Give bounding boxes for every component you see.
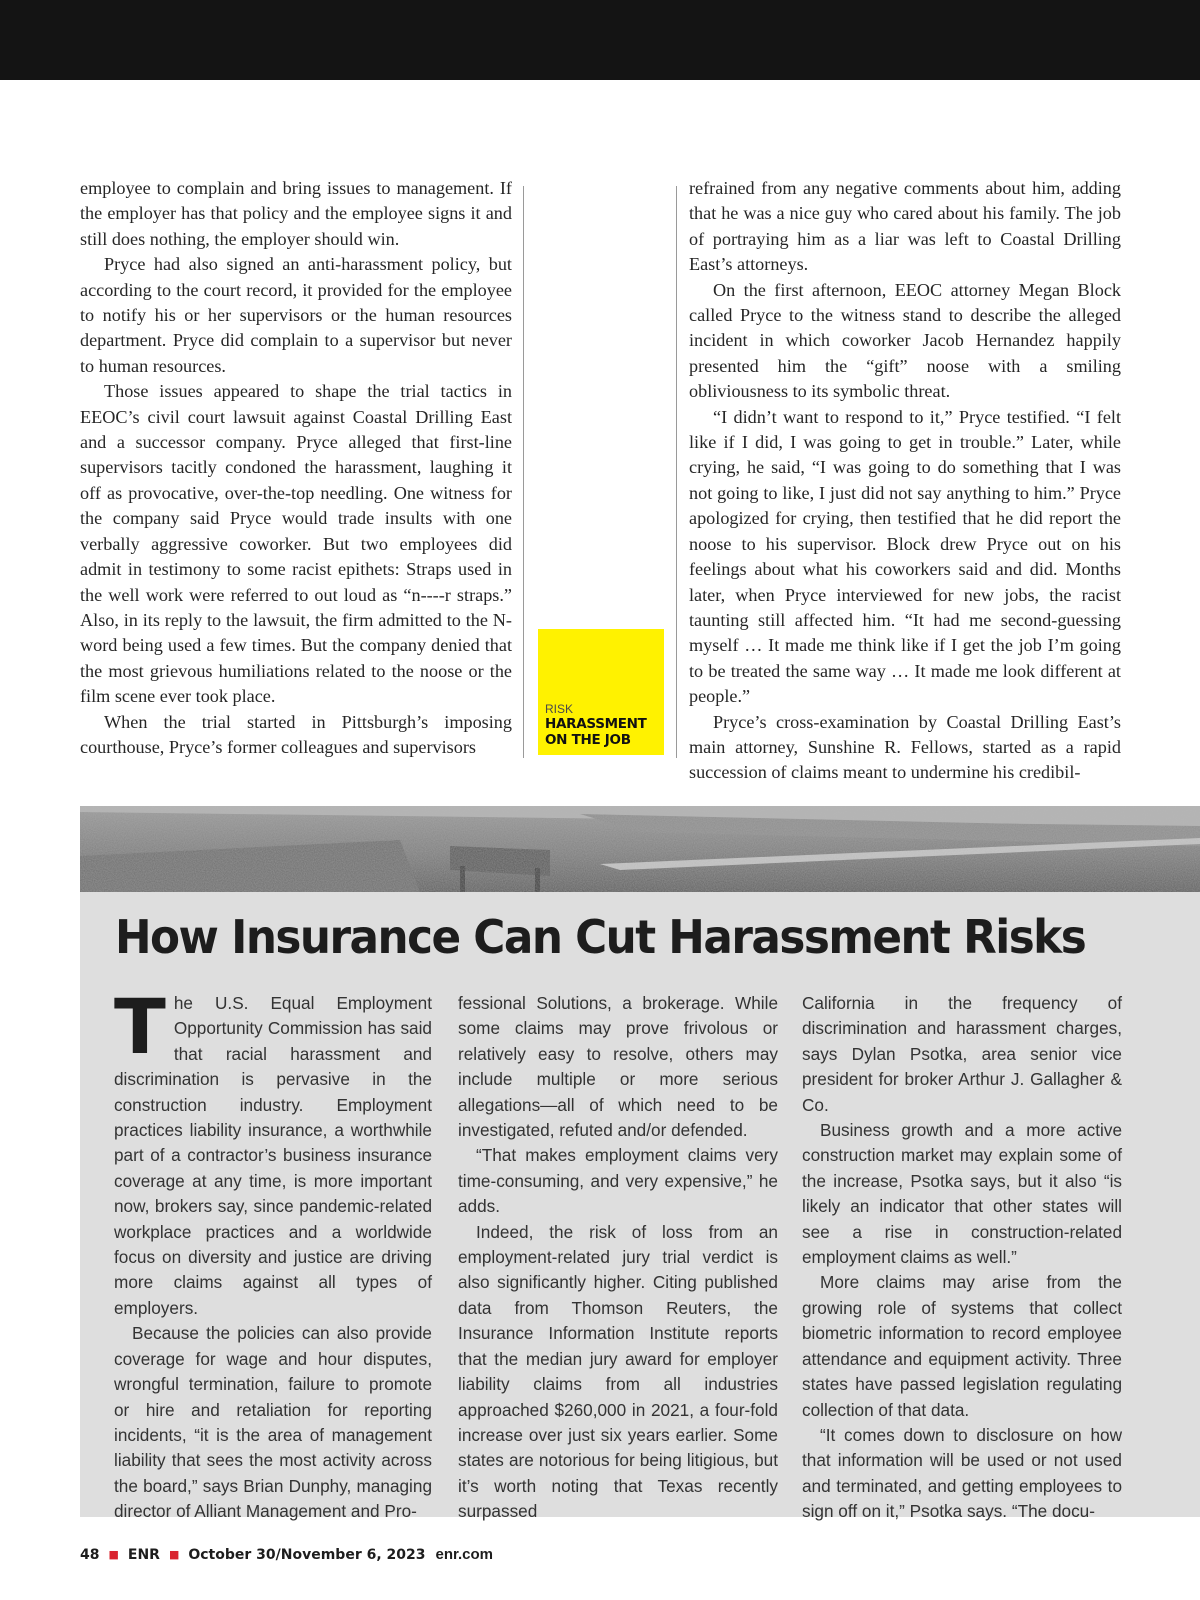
- column-divider: [523, 186, 524, 758]
- article-paragraph: When the trial started in Pittsburgh’s imposing courthouse, Pryce’s former colleagues and supervisors: [80, 711, 512, 757]
- site-url[interactable]: enr.com: [435, 1546, 494, 1563]
- section-tag: [538, 629, 664, 755]
- article-paragraph: On the first afternoon, EEOC attorney Megan Block called Pryce to the witness stand to describe the alleged incident in which coworker Jacob Hernandez happily presented him the “gift” noose with a smiling obliviousness to its symbolic threat.: [689, 279, 1121, 402]
- separator-square: ■: [168, 1548, 180, 1561]
- article-paragraph: Those issues appeared to shape the trial tactics in EEOC’s civil court lawsuit against Coastal Drilling East and a successor company. Pryce alleged that first-line supervisors tacitly condoned the harassment, laughing it off as provocative, over-the-top needling. One witness for the company said Pryce would trade insults with one verbally aggressive coworker. But two employees did admit in testimony to some racist epithets: Straps used in the well work were referred to out loud as “n----r straps.” Also, in its reply to the lawsuit, the firm admitted to the N-word being used a few times. But the company denied that the most grievous humiliations related to the noose or the film scene ever took place.: [80, 381, 512, 707]
- sidebar-paragraph: “It comes down to disclosure on how that information will be used or not used and terminated, and getting employees to sign off on it,” Psotka says. “The docu-: [802, 1424, 1122, 1522]
- sidebar-paragraph: Because the policies can also provide coverage for wage and hour disputes, wrongful termination, failure to promote or hire and retaliation for reporting incidents, “it is the area of management liability that sees the most activity across the board,” says Brian Dunphy, managing director of Alliant Management and Pro-: [114, 1323, 432, 1522]
- page-footer: [80, 1546, 493, 1563]
- page-number: 48: [80, 1547, 100, 1563]
- sidebar-paragraph: fessional Solutions, a brokerage. While some claims may prove frivolous or relatively easy to resolve, others may include multiple or more serious allegations—all of which need to be investigated, refuted and/or defended.: [458, 993, 778, 1141]
- separator-square: ■: [108, 1548, 119, 1561]
- article-paragraph: “I didn’t want to respond to it,” Pryce testified. “I felt like if I did, I was going to get in trouble.” Later, while crying, he said, “I was going to do something that I was not going to like, I just did not say anything to him.” Pryce apologized for crying, then testified that he did report the noose to his supervisor. Block drew Pryce out on his feelings about what his coworkers said and did. Months later, when Pryce interviewed for new jobs, the racist taunting still affected him. “It had me second-guessing myself … It made me think like if I get the job I’m going to be treated the same way … It made me look different at people.”: [689, 406, 1121, 707]
- sidebar-paragraph: The U.S. Equal Employment Opportunity Commission has said that racial harassment and discrimination is pervasive in the construction industry. Employment practices liability insurance, a worthwhile part of a contractor’s business insurance coverage at any time, is more important now, brokers say, since pandemic-related workplace practices and a worldwide focus on diversity and justice are driving more claims against all types of employers.: [114, 982, 432, 1318]
- section-title-line-1: HARASSMENT: [545, 716, 647, 732]
- column-divider: [676, 186, 677, 758]
- sidebar-column-2: [458, 991, 778, 1522]
- article-paragraph: Pryce’s cross-examination by Coastal Drilling East’s main attorney, Sunshine R. Fellows, started as a rapid succession of claims meant to undermine his credibil-: [689, 711, 1121, 783]
- article-column-1: [80, 176, 512, 762]
- article-paragraph: Pryce had also signed an anti-harassment policy, but according to the court record, it provided for the employee to notify his or her supervisors or the human resources department. Pryce did complain to a supervisor but never to human resources.: [80, 254, 512, 376]
- sidebar-paragraph: Business growth and a more active construction market may explain some of the increase, Psotka says, but it also “is likely an indicator that other states will see a rise in construction-related employment claims as well.”: [802, 1120, 1122, 1268]
- section-title: [545, 716, 647, 748]
- drop-cap: T: [114, 982, 166, 1071]
- sidebar-paragraph: Indeed, the risk of loss from an employment-related jury trial verdict is also significantly higher. Citing published data from Thomson Reuters, the Insurance Information Institute reports that the median jury award for employer liability claims from all industries approached $260,000 in 2021, a four-fold increase over just six years earlier. Some states are notorious for being litigious, but it’s worth noting that Texas recently surpassed: [458, 1221, 778, 1522]
- top-black-bar: [0, 0, 1200, 80]
- section-kicker: RISK: [545, 702, 574, 716]
- sidebar-paragraph: California in the frequency of discrimination and harassment charges, says Dylan Psotka, area senior vice president for broker Arthur J. Gallagher & Co.: [802, 993, 1122, 1115]
- sidebar-column-3: [802, 991, 1122, 1522]
- sidebar-paragraph: “That makes employment claims very time-consuming, and very expensive,” he adds.: [458, 1145, 778, 1217]
- issue-date: October 30/November 6, 2023: [188, 1547, 426, 1563]
- halftone-photo: [80, 806, 1200, 892]
- magazine-name: ENR: [127, 1547, 160, 1563]
- article-paragraph: refrained from any negative comments about him, adding that he was a nice guy who cared about his family. The job of portraying him as a liar was left to Coastal Drilling East’s attorneys.: [689, 178, 1121, 275]
- article-paragraph: employee to complain and bring issues to management. If the employer has that policy and the employee signs it and still does nothing, the employer should win.: [80, 178, 512, 249]
- sidebar-column-1: [114, 982, 432, 1522]
- sidebar-paragraph: More claims may arise from the growing role of systems that collect biometric information to record employee attendance and equipment activity. Three states have passed legislation regulating collection of that data.: [802, 1272, 1122, 1420]
- sidebar-title: How Insurance Can Cut Harassment Risks: [115, 910, 1086, 964]
- article-column-2: [689, 176, 1121, 783]
- section-title-line-2: ON THE JOB: [545, 732, 631, 748]
